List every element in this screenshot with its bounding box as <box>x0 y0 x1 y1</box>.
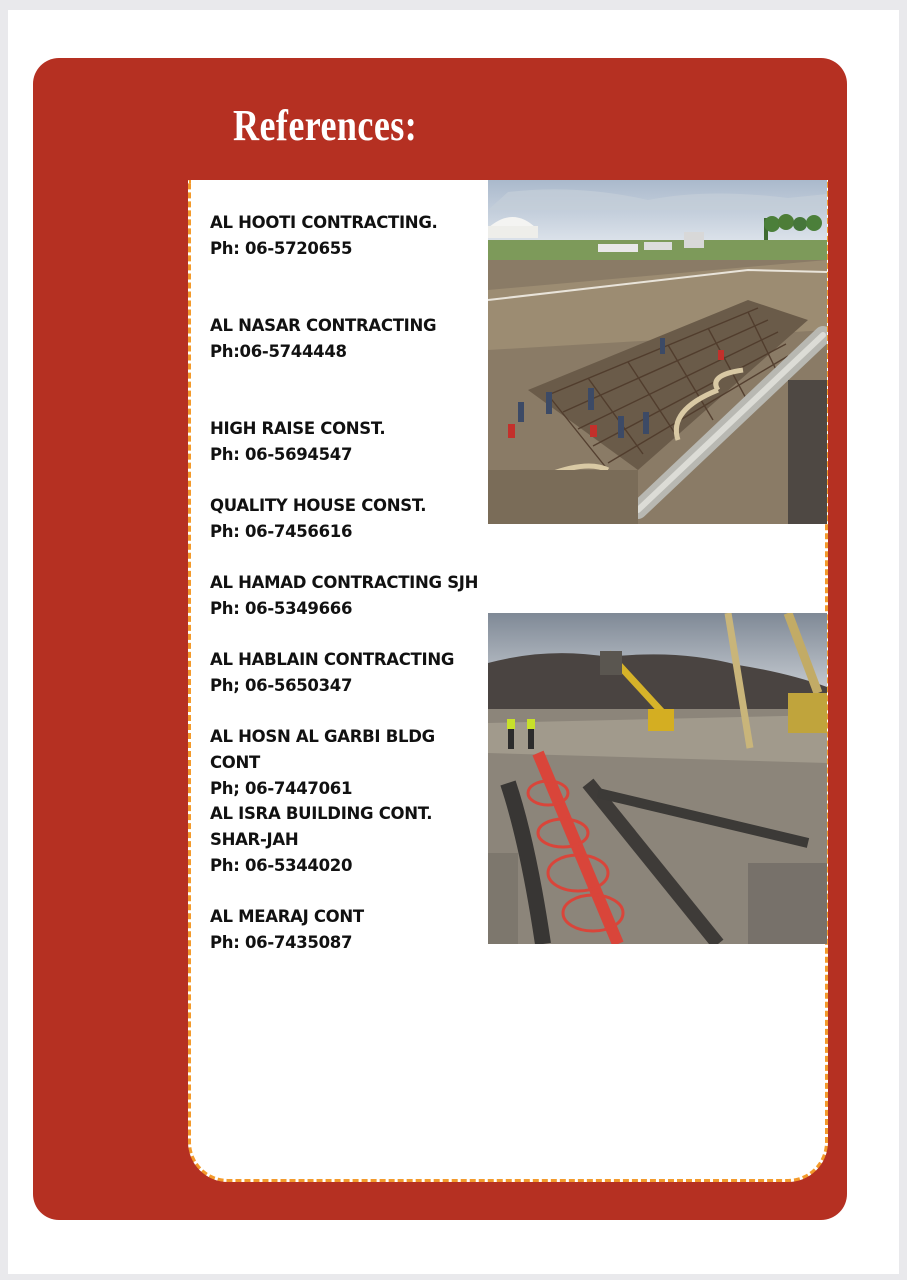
company-phone: Ph: 06-7456616 <box>210 522 353 541</box>
company-name: AL HABLAIN CONTRACTING <box>210 650 455 669</box>
company-name: QUALITY HOUSE CONST. <box>210 496 427 515</box>
company-name: AL ISRA BUILDING CONT. SHAR-JAH <box>210 804 433 849</box>
company-name: HIGH RAISE CONST. <box>210 419 386 438</box>
reference-entry <box>210 801 488 879</box>
company-phone: Ph: 06-7435087 <box>210 933 353 952</box>
reference-entry <box>210 416 488 468</box>
company-name: AL MEARAJ CONT <box>210 907 364 926</box>
company-phone: Ph:06-5744448 <box>210 342 347 361</box>
company-name: AL HOOTI CONTRACTING. <box>210 213 438 232</box>
reference-entry <box>210 210 488 262</box>
reference-entry <box>210 904 488 956</box>
company-phone: Ph: 06-5694547 <box>210 445 353 464</box>
excavation-photo <box>488 180 827 524</box>
company-phone: Ph; 06-7447061 <box>210 779 353 798</box>
page-title: References: <box>233 101 418 150</box>
reference-entry <box>210 570 488 622</box>
company-phone: Ph: 06-5720655 <box>210 239 353 258</box>
reference-entry <box>210 647 488 699</box>
pipeline-photo <box>488 613 827 944</box>
company-name: AL HAMAD CONTRACTING SJH <box>210 573 479 592</box>
company-name: AL NASAR CONTRACTING <box>210 316 437 335</box>
reference-entry <box>210 724 488 802</box>
company-phone: Ph: 06-5349666 <box>210 599 353 618</box>
company-phone: Ph; 06-5650347 <box>210 676 353 695</box>
reference-entry <box>210 313 488 365</box>
company-phone: Ph: 06-5344020 <box>210 856 353 875</box>
reference-entry <box>210 493 488 545</box>
company-name: AL HOSN AL GARBI BLDG CONT <box>210 727 435 772</box>
